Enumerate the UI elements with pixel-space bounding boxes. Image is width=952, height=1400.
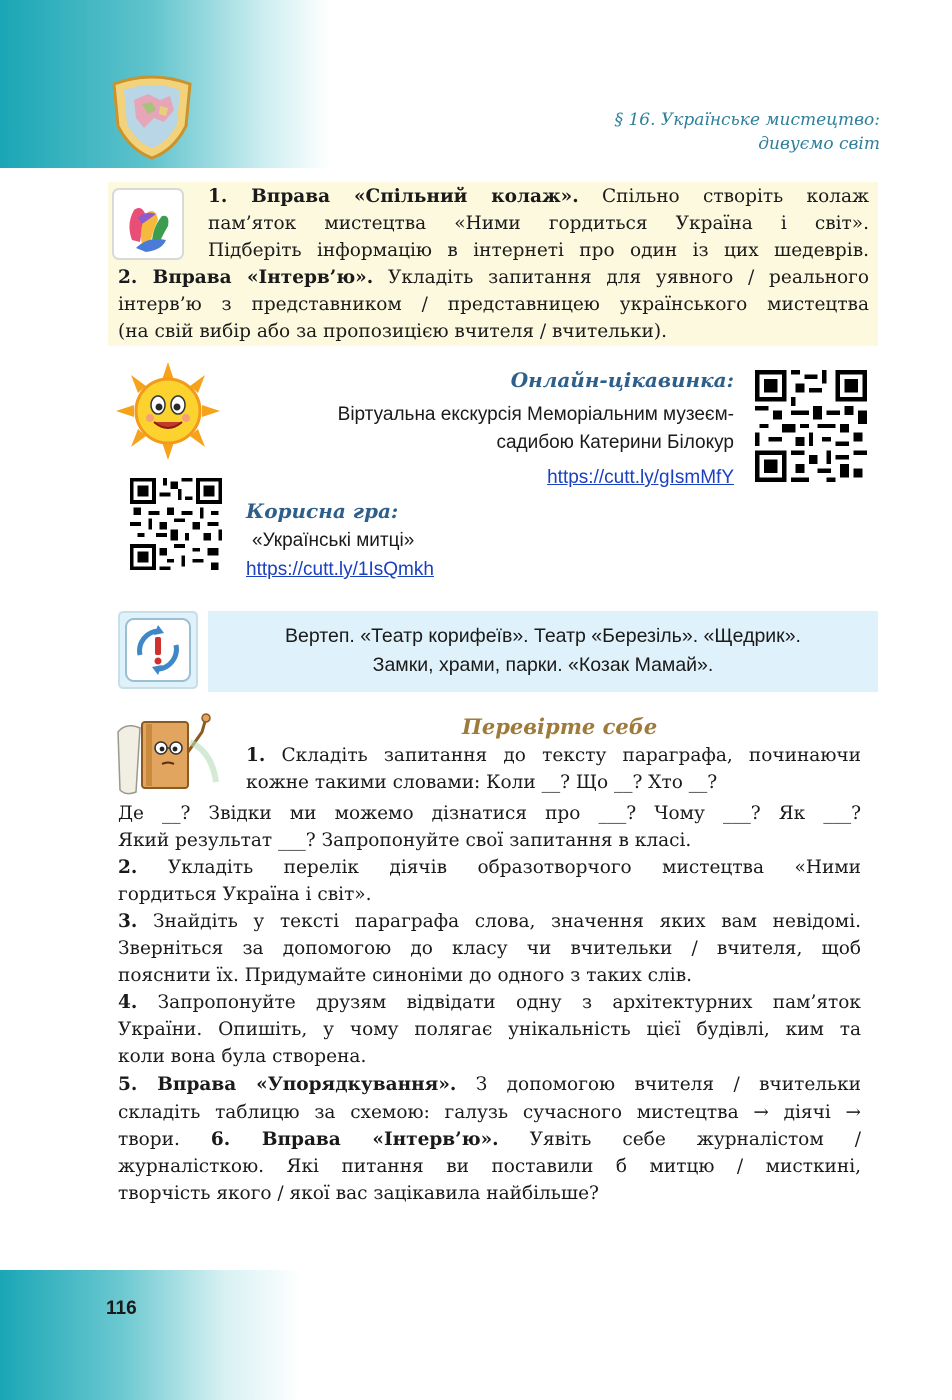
footer-band [0,1270,300,1400]
exercise-1-line-2: пам’яток мистецтва «Ними гордиться Україна і світ». [208,213,869,234]
question-1-text: Складіть запитання до тексту параграфа, починаючи [281,745,861,766]
game-link[interactable]: https://cutt.ly/1IsQmkh [246,559,434,580]
question-6-line-2: журналісткою. Які питання ви поставили б митцю / мисткині, [118,1156,861,1177]
question-1-line-2: кожне такими словами: Коли __? Що __? Хто __? [246,772,718,793]
check-title: Перевірте себе [462,714,658,739]
exercise-1-text: Спільно створіть колаж [602,186,870,207]
exercise-2-line-2: інтерв’ю з представником / представницею українського мистецтва [118,294,869,315]
exercise-1-title: 1. Вправа «Спільний колаж». [208,186,579,207]
qr-code-icon [130,478,222,570]
exercise-2-line-3: (на свій вибір або за пропозицією вчителя / вчительки). [118,321,667,342]
question-1-number: 1. [246,745,266,766]
exercise-2-title: 2. Вправа «Інтерв’ю». [118,267,374,288]
online-text-line2: садибою Катерини Білокур [496,432,734,453]
question-3-text: Знайдіть у тексті параграфа слова, значення яких вам невідомі. [152,911,861,932]
question-3-number: 3. [118,911,138,932]
info-line1: Вертеп. «Театр корифеїв». Театр «Березіль». «Щедрик». [285,625,801,647]
page-number: 116 [106,1298,137,1319]
game-title: Корисна гра: [246,499,399,523]
europe-map-emblem-icon [104,66,200,162]
online-title: Онлайн-цікавинка: [510,368,734,392]
question-3-line-1 [118,908,861,935]
question-5-end: твори. [118,1129,180,1150]
question-4-line-3: коли вона була створена. [118,1046,367,1067]
question-5-6-line [118,1126,861,1153]
question-3-line-3: пояснити їх. Придумайте синоніми до одного з таких слів. [118,965,693,986]
hands-collage-icon [112,188,184,260]
question-4-line-2: України. Опишіть, у чому полягає унікальність цієї будівлі, ким та [118,1019,861,1040]
question-1-line-3: Де __? Звідки ми можемо дізнатися про ___? Чому ___? Як ___? [118,803,861,824]
question-5-line-1 [118,1071,861,1098]
question-2-line-1 [118,854,861,881]
question-4-number: 4. [118,992,138,1013]
question-6-text: Уявіть себе журналістом / [529,1129,861,1150]
question-4-text: Запропонуйте друзям відвідати одну з архітектурних пам’яток [157,992,861,1013]
online-link[interactable]: https://cutt.ly/gIsmMfY [547,467,734,488]
question-5-title: 5. Вправа «Упорядкування». [118,1074,457,1095]
exercise-1-line-3: Підберіть інформацію в інтернеті про один із цих шедеврів. [208,240,869,261]
question-2-number: 2. [118,857,138,878]
section-title-line2: дивуємо світ [758,134,880,154]
question-5-text: З допомогою вчителя / вчительки [475,1074,861,1095]
question-6-title: 6. Вправа «Інтерв’ю». [210,1129,499,1150]
exercise-1-line-1 [208,183,869,210]
question-1-line-4: Який результат ___? Запропонуйте свої запитання в класі. [118,830,692,851]
qr-code-icon [755,370,867,482]
info-box [208,611,878,692]
game-text: «Українські митці» [252,530,415,551]
question-5-line-2: складіть таблицю за схемою: галузь сучасного мистецтва → діячі → [118,1102,861,1123]
exercise-2-line-1 [118,264,869,291]
book-mascot-icon [116,712,220,798]
exercise-2-text: Укладіть запитання для уявного / реального [388,267,869,288]
sun-mascot-icon [116,362,220,460]
question-1-line-1 [246,742,861,769]
question-2-line-2: гордиться Україна і світ». [118,884,372,905]
question-6-line-3: творчість якого / якої вас зацікавила найбільше? [118,1183,599,1204]
info-line2: Замки, храми, парки. «Козак Мамай». [372,654,714,676]
question-3-line-2: Зверніться за допомогою до класу чи вчительки / вчителя, щоб [118,938,861,959]
attention-icon [118,611,198,689]
question-2-text: Укладіть перелік діячів образотворчого мистецтва «Ними [167,857,861,878]
online-text-line1: Віртуальна екскурсія Меморіальним музеєм- [337,404,734,425]
question-4-line-1 [118,989,861,1016]
section-title [480,108,880,156]
section-title-line1: § 16. Українське мистецтво: [614,110,880,130]
